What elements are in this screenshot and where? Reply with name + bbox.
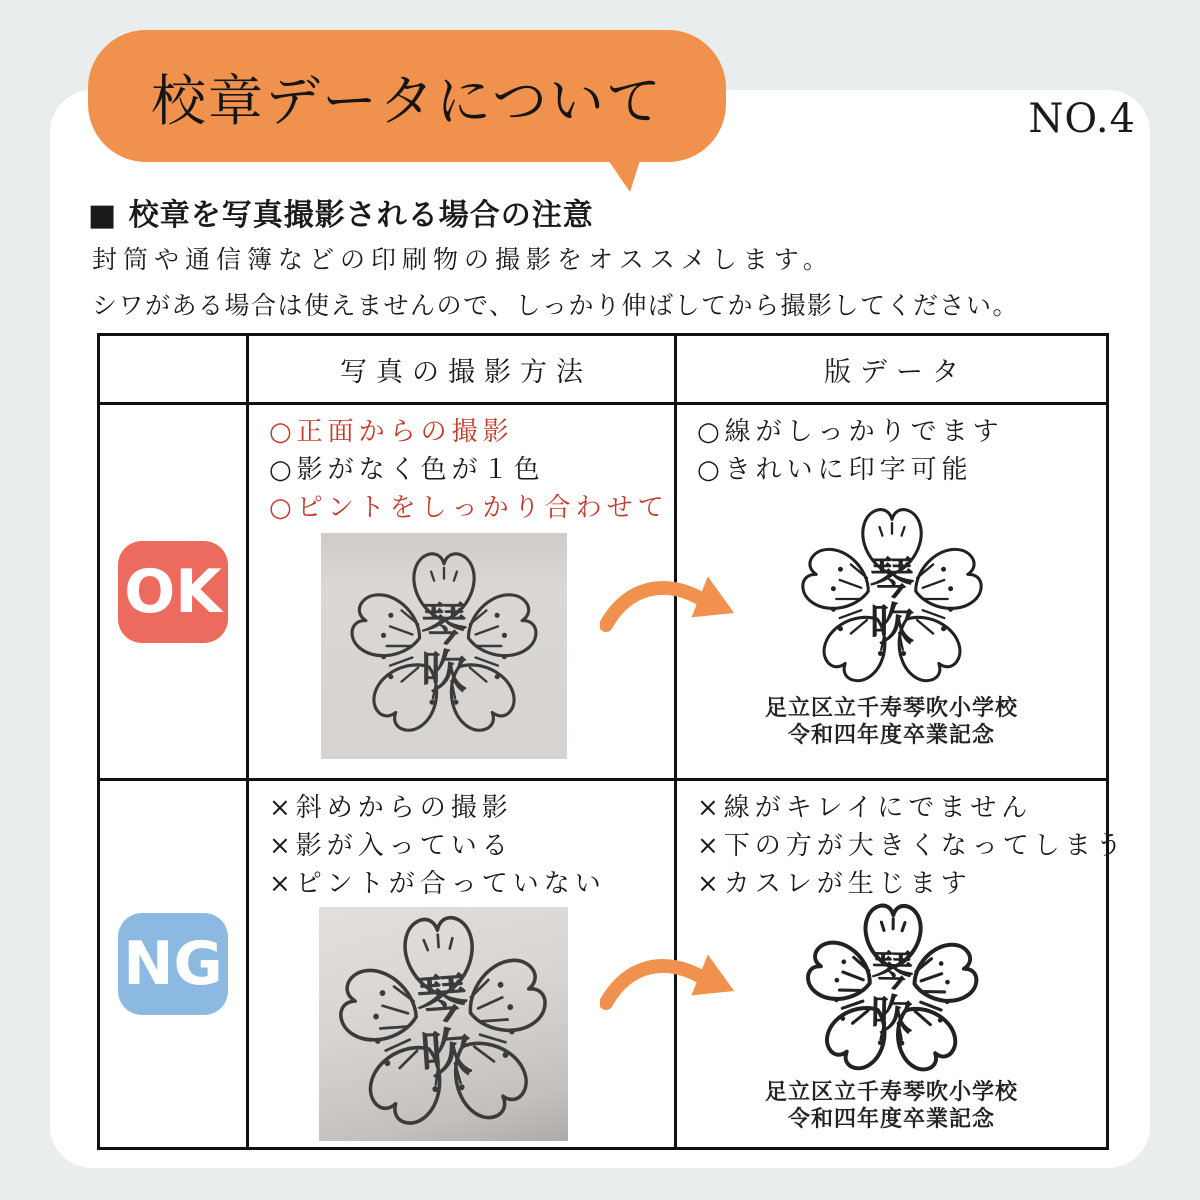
ng-badge: NG: [118, 913, 228, 1015]
title-bubble: [88, 30, 726, 162]
ng-data-points: [677, 781, 1127, 903]
body-text-line1: 封筒や通信簿などの印刷物の撮影をオススメします。: [92, 245, 834, 274]
bullet-item: ○正面からの撮影: [269, 417, 514, 447]
bullet-item: ○影がなく色が１色: [269, 455, 545, 485]
comparison-table: [97, 333, 1127, 1150]
bullet-item: ×ピントが合っていない: [269, 869, 606, 899]
bullet-item: ×線がキレイにでません: [697, 793, 1033, 823]
body-text-line2: シワがある場合は使えませんので、しっかり伸ばしてから撮影してください。: [92, 291, 1020, 320]
table-row-ng-badge-cell: [100, 781, 246, 1147]
bullet-item: ○ピントをしっかり合わせて: [269, 493, 669, 523]
school-emblem-sakura: [323, 903, 565, 1145]
plate-data-emblem-ok: [677, 503, 1106, 749]
table-header-plate-data: 版データ: [677, 336, 1106, 402]
bullet-item: ×影が入っている: [269, 831, 513, 861]
curved-arrow-icon: [600, 570, 740, 645]
commemoration-line: 令和四年度卒業記念: [787, 723, 995, 748]
curved-arrow-icon: [600, 948, 740, 1023]
table-header-photo-method: 写真の撮影方法: [249, 336, 674, 402]
table-cell-ok-plate-data: [677, 405, 1106, 778]
bullet-item: ×カスレが生じます: [697, 869, 972, 899]
page-number: NO.4: [1028, 96, 1136, 142]
ok-data-points: [677, 405, 1106, 489]
emblem-photo-ok: [321, 533, 567, 759]
school-emblem-sakura: [342, 547, 546, 745]
bullet-item: ○線がしっかりでます: [697, 417, 1004, 447]
bullet-item: ×下の方が大きくなってしまう: [697, 831, 1127, 861]
commemoration-line: 令和四年度卒業記念: [787, 1107, 995, 1132]
bullet-item: ○きれいに印字可能: [697, 455, 973, 485]
page-title: 校章データについて: [151, 68, 663, 133]
bullet-item: ×斜めからの撮影: [269, 793, 513, 823]
table-row-ok-badge-cell: [100, 405, 246, 778]
ng-photo-points: [249, 781, 674, 903]
table-header-badge-col: [100, 336, 246, 402]
school-emblem-sakura: [782, 503, 1002, 695]
section-heading: ■ 校章を写真撮影される場合の注意: [88, 198, 594, 233]
school-emblem-sakura: [783, 898, 1000, 1085]
emblem-photo-ng: [319, 907, 568, 1141]
school-name-line: 足立区立千寿琴吹小学校: [764, 696, 1018, 721]
table-cell-ng-plate-data: [677, 781, 1127, 1147]
ok-badge: OK: [118, 541, 228, 643]
plate-data-emblem-ng: [677, 903, 1106, 1133]
school-name-line: 足立区立千寿琴吹小学校: [764, 1080, 1018, 1105]
ok-photo-points: [249, 405, 674, 527]
